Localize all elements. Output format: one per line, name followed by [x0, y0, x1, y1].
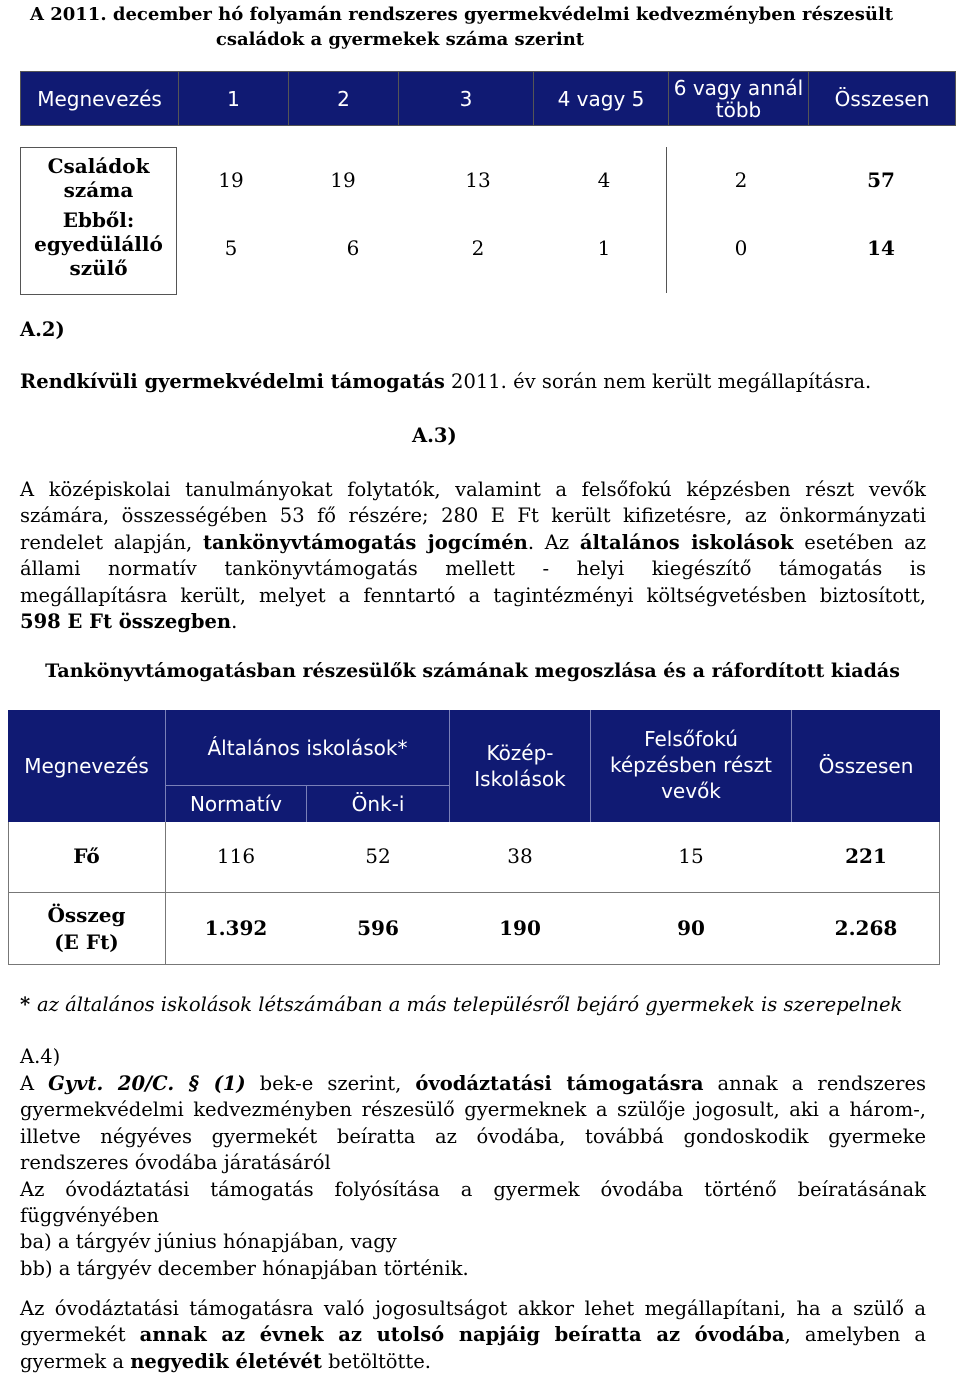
paragraph-line: Az óvodáztatási támogatás folyósítása a gyermek óvodába történő beíratásának: [20, 1177, 926, 1201]
footnote-text: az általános iskolások létszámában a más településről bejáró gyermekek is szerepelnek: [37, 993, 903, 1016]
paragraph-line: [20, 530, 926, 556]
value-cell: 2: [471, 236, 485, 260]
value-cell: 15: [678, 844, 704, 868]
header-altalanos: Általános iskolások*: [166, 710, 450, 786]
section-a2-rest: 2011. év során nem került megállapításra.: [444, 370, 872, 393]
row-label-line: Összeg: [47, 903, 126, 927]
value-cell: 2: [734, 168, 748, 192]
paragraph-line: [20, 609, 926, 635]
row-label-egyedulallo: Ebből: egyedülálló szülő: [34, 208, 163, 280]
text-run-bold: óvodáztatási támogatásra: [415, 1072, 704, 1095]
footnote-star: *: [20, 993, 37, 1016]
value-cell: 116: [216, 844, 256, 868]
paragraph-line: ba) a tárgyév június hónapjában, vagy: [20, 1230, 397, 1254]
text-run: rendelet alapján,: [20, 530, 203, 554]
row-label-line: (E Ft): [54, 930, 119, 954]
paragraph-line: Az óvodáztatási támogatásra való jogosultságot akkor lehet megállapítani, ha a szülő a: [20, 1297, 926, 1320]
header-normativ: Normatív: [166, 786, 307, 822]
value-total: 57: [867, 168, 895, 192]
text-run: , amelyben a: [784, 1323, 926, 1347]
header-megnevezes: Megnevezés: [21, 72, 179, 126]
value-cell: 1.392: [204, 916, 268, 940]
paragraph-line: függvényében: [20, 1204, 159, 1228]
value-cell: 1: [597, 236, 611, 260]
text-run: gyermek a: [20, 1349, 131, 1373]
paragraph-line: [20, 1071, 926, 1097]
value-total: 2.268: [834, 916, 898, 940]
paragraph-line: A középiskolai tanulmányokat folytatók, valamint a felsőfokú képzésben részt vevők: [20, 478, 926, 501]
text-run: bek-e szerint,: [245, 1072, 416, 1095]
table-row: [176, 236, 956, 264]
header-felso-line: vevők: [661, 779, 721, 803]
paragraph-line: [20, 1349, 926, 1375]
value-cell: 90: [677, 916, 705, 940]
row-label-csaladok: Családok száma: [47, 154, 150, 202]
text-run: .: [231, 610, 238, 634]
section-a3-paragraph: [20, 477, 926, 635]
paragraph-line: gyermekvédelmi kedvezményben részesülő gyermeknek a szülője jogosult, aki a három-,: [20, 1098, 926, 1122]
table-row: [8, 844, 940, 872]
header-kozep: [450, 710, 591, 822]
header-osszesen: Összesen: [809, 72, 956, 126]
row-divider: [8, 892, 940, 893]
text-run: esetében az: [793, 530, 926, 554]
paragraph-line: illetve négyéves gyermekét beíratta az óvodába, továbbá gondoskodik gyermeke: [20, 1124, 926, 1148]
text-run: gyermekét: [20, 1323, 140, 1347]
value-cell: 19: [218, 168, 244, 192]
value-cell: 0: [734, 236, 748, 260]
header-felso-line: képzésben részt: [610, 753, 772, 777]
value-cell: 6: [346, 236, 360, 260]
text-run: . Az: [527, 530, 580, 554]
section-a2-heading: A.2): [20, 318, 65, 341]
text-run-bold: 598 E Ft összegben: [20, 610, 232, 634]
text-run: betöltötte.: [321, 1349, 431, 1373]
table2-footnote: [20, 993, 902, 1016]
section-a2-bold: Rendkívüli gyermekvédelmi támogatás: [20, 370, 445, 393]
table-row: [176, 168, 956, 196]
paragraph-line: bb) a tárgyév december hónapjában történik.: [20, 1256, 469, 1280]
header-onki: Önk-i: [307, 786, 450, 822]
section-a3-heading: A.3): [412, 424, 457, 447]
value-cell: 596: [357, 916, 399, 940]
paragraph-line: rendszeres óvodába járatásáról: [20, 1151, 331, 1175]
text-run-bold: annak az évnek az utolsó napjáig beíratta az óvodába: [139, 1323, 785, 1347]
header-felsofoku: [591, 710, 792, 822]
section-a4-heading: A.4): [20, 1045, 61, 1068]
value-cell: 19: [330, 168, 356, 192]
paragraph-line: [20, 1322, 926, 1348]
value-cell: 13: [465, 168, 491, 192]
families-table-header: [21, 72, 956, 126]
paragraph-line: állami normatív tankönyvtámogatás mellett - helyi kiegészítő támogatás is: [20, 557, 926, 581]
text-run: annak a rendszeres: [703, 1072, 927, 1095]
value-cell: 38: [507, 844, 533, 868]
header-kozep-line: Közép-: [486, 741, 554, 765]
table-row: [8, 916, 940, 944]
header-3: 3: [399, 72, 534, 126]
header-osszesen: Összesen: [818, 754, 914, 778]
header-6-plus: 6 vagy annál több: [669, 72, 809, 126]
value-total: 14: [867, 236, 895, 260]
header-1: 1: [179, 72, 289, 126]
paragraph-line: számára, összességében 53 fő részére; 280 E Ft került kifizetésre, az önkormányzati: [20, 504, 926, 528]
header-2: 2: [289, 72, 399, 126]
text-run-bold: Gyvt. 20/C. § (1): [48, 1072, 246, 1095]
table2-header: [8, 710, 940, 822]
header-kozep-line: Iskolások: [474, 767, 566, 791]
value-total: 221: [845, 844, 887, 868]
section-a4-paragraph: [20, 1071, 926, 1282]
paragraph-line: megállapításra került, melyet a fenntartó a tagintézményi költségvetésben biztosított,: [20, 583, 926, 607]
header-felso-line: Felsőfokú: [644, 727, 738, 751]
value-cell: 52: [365, 844, 391, 868]
header-megnevezes: Megnevezés: [8, 710, 166, 822]
header-4-5: 4 vagy 5: [534, 72, 669, 126]
section-a2-text: [20, 370, 871, 393]
value-cell: 4: [597, 168, 611, 192]
table2-title: Tankönyvtámogatásban részesülők számának megoszlása és a ráfordított kiadás: [45, 660, 900, 682]
value-cell: 5: [224, 236, 238, 260]
title-line-1: A 2011. december hó folyamán rendszeres gyermekvédelmi kedvezményben részesült: [30, 4, 894, 25]
value-cell: 190: [499, 916, 541, 940]
title-line-2: családok a gyermekek száma szerint: [215, 29, 585, 50]
section-a4-paragraph-2: [20, 1296, 926, 1375]
row-label-fo: Fő: [73, 844, 100, 868]
families-table: [20, 71, 956, 126]
text-run-bold: negyedik életévét: [130, 1349, 322, 1373]
text-run-bold: tankönyvtámogatás jogcímén: [202, 530, 528, 554]
page-title: [30, 2, 930, 52]
text-run-bold: általános iskolások: [579, 530, 794, 554]
text-run: A: [20, 1072, 49, 1095]
